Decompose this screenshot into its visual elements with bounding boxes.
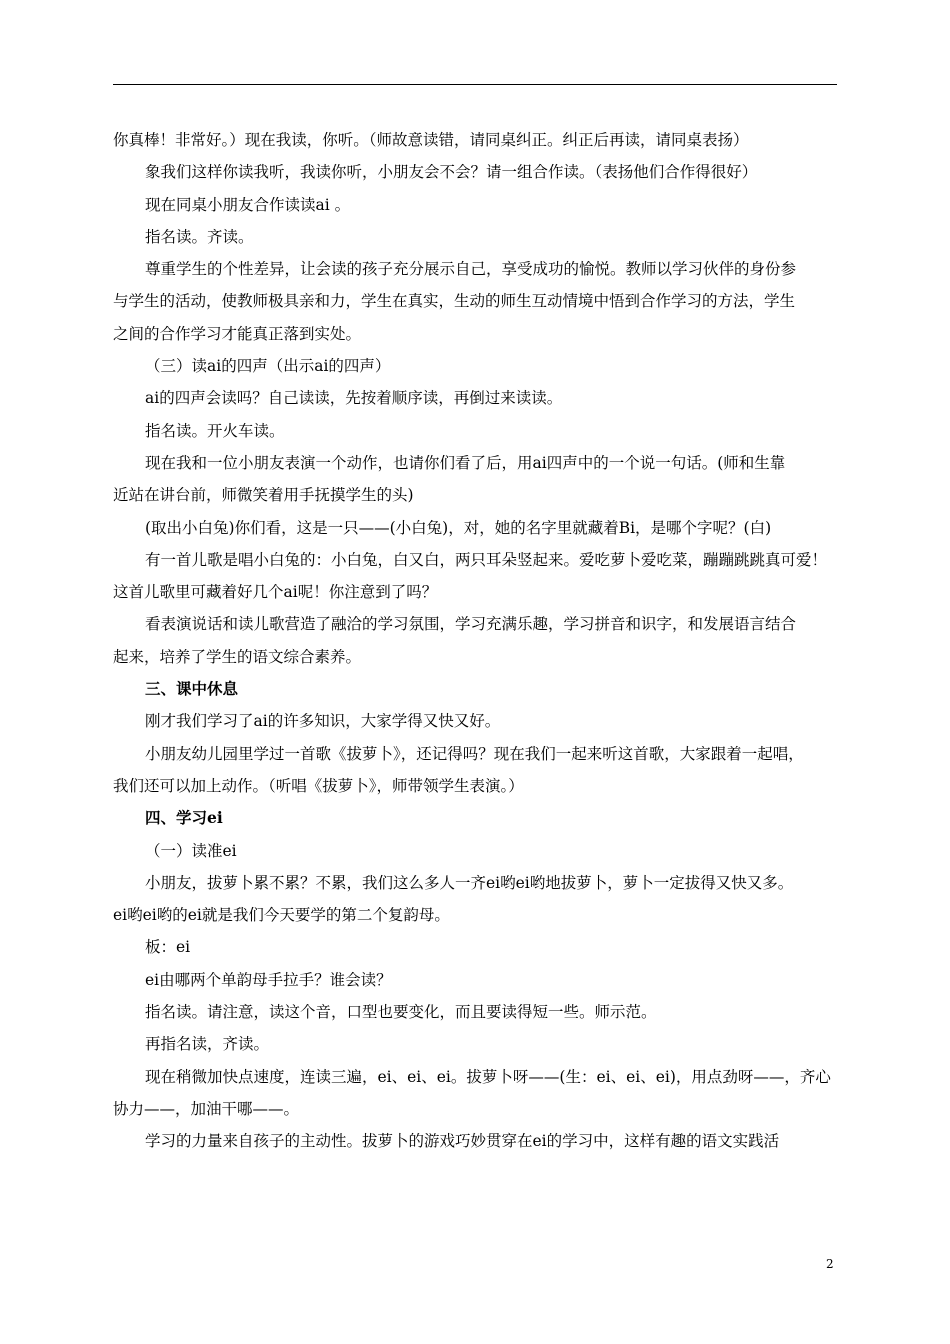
paragraph-line: 现在稍微加快点速度，连读三遍，ei、ei、ei。拔萝卜呀——(生：ei、ei、ei)，用点劲呀——，齐心 [145, 1067, 831, 1086]
paragraph-line: 这首儿歌里可藏着好几个ai呢！你注意到了吗？ [113, 583, 438, 602]
paragraph-line: 有一首儿歌是唱小白兔的：小白兔，白又白，两只耳朵竖起来。爱吃萝卜爱吃菜，蹦蹦跳跳真可爱！ [145, 550, 828, 569]
section-heading: 三、课中休息 [145, 679, 239, 699]
paragraph-line: (取出小白兔)你们看，这是一只——(小白兔)，对，她的名字里就藏着Bi，是哪个字呢？(白) [145, 518, 772, 537]
subheading-line: （三）读ai的四声（出示ai的四声） [145, 357, 391, 376]
paragraph-line: 指名读。齐读。 [145, 227, 254, 246]
paragraph-line: 你真棒！非常好。）现在我读，你听。（师故意读错，请同桌纠正。纠正后再读，请同桌表扬） [113, 131, 749, 149]
subheading-line: （一）读准ei [145, 841, 237, 860]
paragraph-line: 刚才我们学习了ai的许多知识，大家学得又快又好。 [145, 712, 501, 731]
paragraph-line: 现在我和一位小朋友表演一个动作，也请你们看了后，用ai四声中的一个说一句话。(师和生靠 [145, 453, 786, 472]
paragraph-line: ai的四声会读吗？自己读读，先按着顺序读，再倒过来读读。 [145, 389, 563, 408]
paragraph-line: 近站在讲台前，师微笑着用手抚摸学生的头) [113, 486, 414, 505]
body-text [113, 124, 843, 1158]
paragraph-line: 学习的力量来自孩子的主动性。拔萝卜的游戏巧妙贯穿在ei的学习中，这样有趣的语文实践活 [145, 1132, 780, 1151]
paragraph-line: 尊重学生的个性差异，让会读的孩子充分展示自己，享受成功的愉悦。教师以学习伙伴的身份参 [145, 260, 797, 279]
paragraph-line: 小朋友幼儿园里学过一首歌《拔萝卜》，还记得吗？现在我们一起来听这首歌，大家跟着一起唱， [145, 744, 804, 763]
page-number: 2 [826, 1257, 834, 1271]
paragraph-line: 我们还可以加上动作。（听唱《拔萝卜》，师带领学生表演。） [113, 776, 524, 795]
paragraph-line: ei哟ei哟的ei就是我们今天要学的第二个复韵母。 [113, 906, 450, 925]
paragraph-line: 小朋友，拔萝卜累不累？不累，我们这么多人一齐ei哟ei哟地拔萝卜，萝卜一定拔得又快又多。 [145, 873, 794, 892]
paragraph-line: 象我们这样你读我听，我读你听，小朋友会不会？请一组合作读。（表扬他们合作得很好） [145, 163, 758, 182]
paragraph-line: 指名读。开火车读。 [145, 421, 285, 440]
paragraph-line: 协力——，加油干哪——。 [113, 1099, 300, 1118]
paragraph-line: 再指名读，齐读。 [145, 1035, 270, 1054]
paragraph-line: 板：ei [145, 938, 191, 957]
paragraph-line: 指名读。请注意，读这个音，口型也要变化，而且要读得短一些。师示范。 [145, 1003, 657, 1022]
paragraph-line: 与学生的活动，使教师极具亲和力，学生在真实，生动的师生互动情境中悟到合作学习的方法，学生 [113, 292, 796, 311]
paragraph-line: ei由哪两个单韵母手拉手？谁会读？ [145, 970, 392, 989]
paragraph-line: 看表演说话和读儿歌营造了融洽的学习氛围，学习充满乐趣，学习拼音和识字，和发展语言结合 [145, 615, 797, 634]
section-heading: 四、学习ei [145, 808, 223, 828]
paragraph-line: 之间的合作学习才能真正落到实处。 [113, 324, 362, 343]
paragraph-line: 现在同桌小朋友合作读读ai 。 [145, 195, 351, 214]
header-rule [113, 84, 837, 85]
paragraph-line: 起来，培养了学生的语文综合素养。 [113, 647, 362, 666]
